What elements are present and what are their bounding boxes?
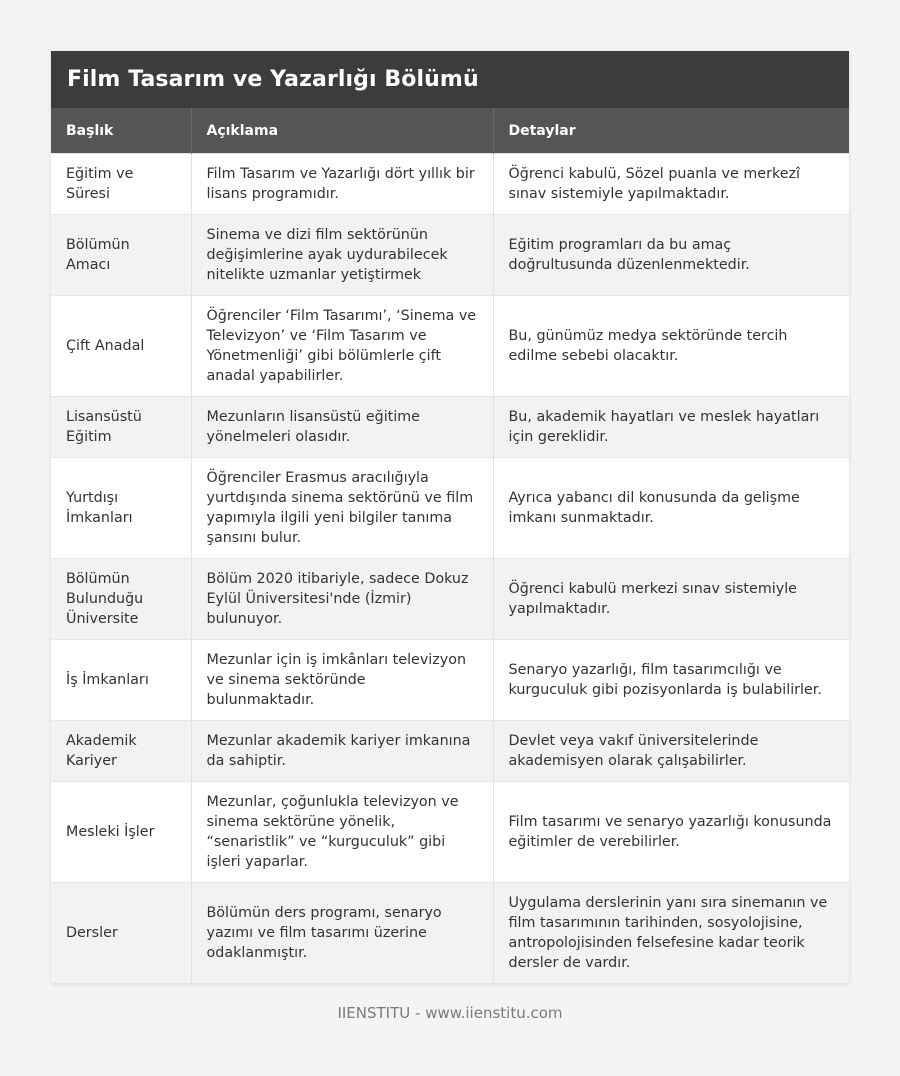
row-heading-cell: Akademik Kariyer (51, 721, 191, 782)
table-header (51, 108, 849, 154)
table-row (51, 154, 849, 215)
row-heading-cell: Bölümün Amacı (51, 215, 191, 296)
header-row (51, 108, 849, 154)
table-row (51, 559, 849, 640)
details-cell: Bu, akademik hayatları ve meslek hayatları için gereklidir. (493, 397, 849, 458)
row-heading-cell: Dersler (51, 883, 191, 984)
table-row (51, 458, 849, 559)
table-row (51, 883, 849, 984)
info-table (51, 108, 849, 983)
details-cell: Devlet veya vakıf üniversitelerinde akademisyen olarak çalışabilirler. (493, 721, 849, 782)
details-cell: Senaryo yazarlığı, film tasarımcılığı ve kurguculuk gibi pozisyonlarda iş bulabilirler. (493, 640, 849, 721)
description-cell: Sinema ve dizi film sektörünün değişimlerine ayak uydurabilecek nitelikte uzmanlar yetiştirmek (191, 215, 493, 296)
row-heading-cell: Eğitim ve Süresi (51, 154, 191, 215)
details-cell: Uygulama derslerinin yanı sıra sinemanın ve film tasarımının tarihinden, sosyolojisine, antropolojisinden felsefesine kadar teorik dersler de vardır. (493, 883, 849, 984)
table-row (51, 640, 849, 721)
details-cell: Film tasarımı ve senaryo yazarlığı konusunda eğitimler de verebilirler. (493, 782, 849, 883)
description-cell: Mezunlar akademik kariyer imkanına da sahiptir. (191, 721, 493, 782)
description-cell: Film Tasarım ve Yazarlığı dört yıllık bir lisans programıdır. (191, 154, 493, 215)
description-cell: Bölümün ders programı, senaryo yazımı ve film tasarımı üzerine odaklanmıştır. (191, 883, 493, 984)
details-cell: Öğrenci kabulü merkezi sınav sistemiyle yapılmaktadır. (493, 559, 849, 640)
column-header: Detaylar (493, 108, 849, 154)
description-cell: Mezunlar için iş imkânları televizyon ve sinema sektöründe bulunmaktadır. (191, 640, 493, 721)
description-cell: Mezunlar, çoğunlukla televizyon ve sinema sektörüne yönelik, “senaristlik” ve “kurguculuk” gibi işleri yaparlar. (191, 782, 493, 883)
description-cell: Bölüm 2020 itibariyle, sadece Dokuz Eylül Üniversitesi'nde (İzmir) bulunuyor. (191, 559, 493, 640)
description-cell: Öğrenciler ‘Film Tasarımı’, ‘Sinema ve Televizyon’ ve ‘Film Tasarım ve Yönetmenliği’ gibi bölümlerle çift anadal yapabilirler. (191, 296, 493, 397)
table-row (51, 215, 849, 296)
footer-credit: IIENSTITU - www.iienstitu.com (337, 1004, 563, 1022)
row-heading-cell: Yurtdışı İmkanları (51, 458, 191, 559)
row-heading-cell: Bölümün Bulunduğu Üniversite (51, 559, 191, 640)
table-row (51, 397, 849, 458)
details-cell: Eğitim programları da bu amaç doğrultusunda düzenlenmektedir. (493, 215, 849, 296)
table-row (51, 296, 849, 397)
table-row (51, 782, 849, 883)
row-heading-cell: Lisansüstü Eğitim (51, 397, 191, 458)
description-cell: Mezunların lisansüstü eğitime yönelmeleri olasıdır. (191, 397, 493, 458)
page-title: Film Tasarım ve Yazarlığı Bölümü (51, 51, 849, 108)
column-header: Başlık (51, 108, 191, 154)
table-row (51, 721, 849, 782)
row-heading-cell: İş İmkanları (51, 640, 191, 721)
description-cell: Öğrenciler Erasmus aracılığıyla yurtdışında sinema sektörünü ve film yapımıyla ilgili yeni bilgiler tanıma şansını bulur. (191, 458, 493, 559)
details-cell: Ayrıca yabancı dil konusunda da gelişme imkanı sunmaktadır. (493, 458, 849, 559)
details-cell: Bu, günümüz medya sektöründe tercih edilme sebebi olacaktır. (493, 296, 849, 397)
row-heading-cell: Mesleki İşler (51, 782, 191, 883)
table-body (51, 154, 849, 984)
column-header: Açıklama (191, 108, 493, 154)
row-heading-cell: Çift Anadal (51, 296, 191, 397)
content-card (51, 51, 849, 983)
details-cell: Öğrenci kabulü, Sözel puanla ve merkezî sınav sistemiyle yapılmaktadır. (493, 154, 849, 215)
